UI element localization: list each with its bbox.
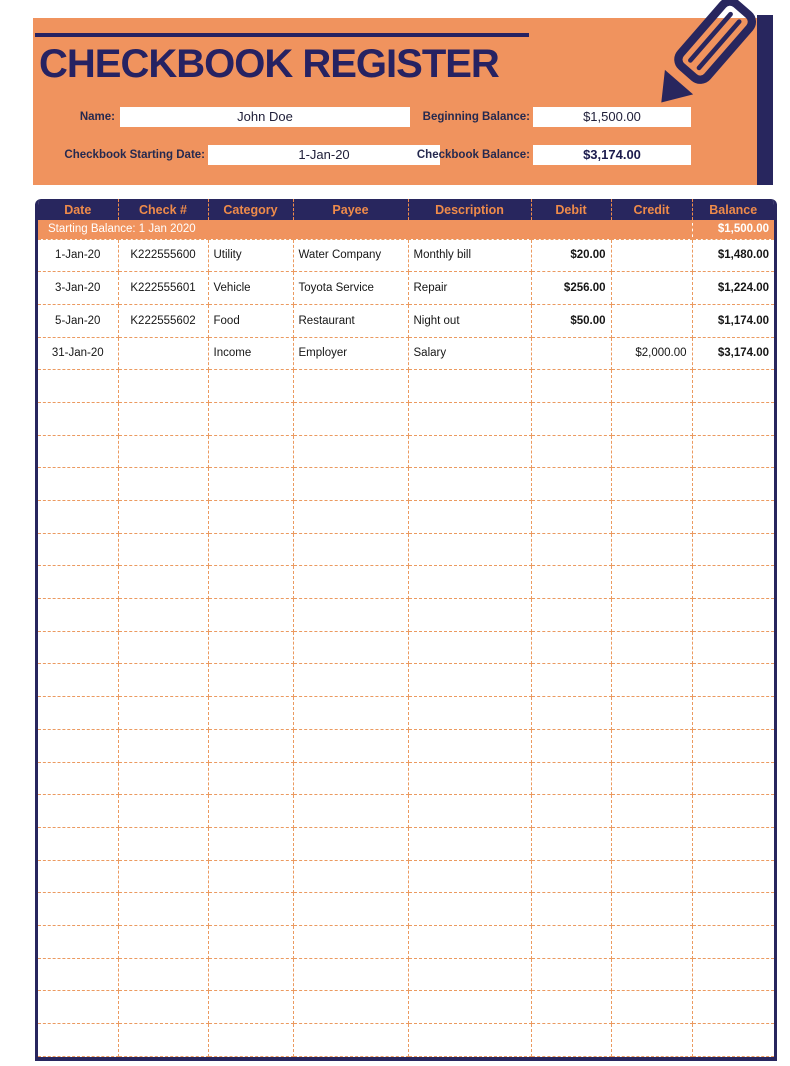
empty-cell[interactable] bbox=[293, 697, 408, 730]
empty-cell[interactable] bbox=[611, 566, 692, 599]
empty-cell[interactable] bbox=[408, 860, 531, 893]
empty-cell[interactable] bbox=[118, 697, 208, 730]
empty-cell[interactable] bbox=[208, 762, 293, 795]
empty-cell[interactable] bbox=[531, 991, 611, 1024]
empty-cell[interactable] bbox=[531, 762, 611, 795]
empty-cell[interactable] bbox=[118, 370, 208, 403]
empty-cell[interactable] bbox=[118, 1024, 208, 1057]
cell-credit[interactable] bbox=[611, 239, 692, 272]
cell-balance[interactable]: $3,174.00 bbox=[692, 337, 774, 370]
cell-check[interactable]: K222555602 bbox=[118, 304, 208, 337]
empty-row bbox=[38, 631, 774, 664]
empty-row bbox=[38, 925, 774, 958]
empty-cell[interactable] bbox=[208, 468, 293, 501]
empty-cell[interactable] bbox=[208, 1024, 293, 1057]
empty-cell[interactable] bbox=[38, 370, 118, 403]
cell-check[interactable]: K222555600 bbox=[118, 239, 208, 272]
empty-row bbox=[38, 860, 774, 893]
empty-cell[interactable] bbox=[408, 991, 531, 1024]
empty-cell[interactable] bbox=[692, 664, 774, 697]
empty-cell[interactable] bbox=[531, 468, 611, 501]
empty-cell[interactable] bbox=[611, 435, 692, 468]
cell-payee[interactable]: Toyota Service bbox=[293, 272, 408, 305]
empty-cell[interactable] bbox=[408, 402, 531, 435]
empty-cell[interactable] bbox=[692, 925, 774, 958]
empty-cell[interactable] bbox=[38, 435, 118, 468]
table-row bbox=[38, 304, 774, 337]
register-table bbox=[38, 199, 774, 1057]
cell-payee[interactable]: Water Company bbox=[293, 239, 408, 272]
empty-cell[interactable] bbox=[38, 468, 118, 501]
cell-date[interactable]: 1-Jan-20 bbox=[38, 239, 118, 272]
empty-cell[interactable] bbox=[692, 958, 774, 991]
empty-cell[interactable] bbox=[692, 370, 774, 403]
empty-cell[interactable] bbox=[408, 729, 531, 762]
empty-cell[interactable] bbox=[531, 566, 611, 599]
empty-cell[interactable] bbox=[531, 697, 611, 730]
beginning-balance-label: Beginning Balance: bbox=[422, 111, 530, 123]
empty-cell[interactable] bbox=[611, 860, 692, 893]
empty-cell[interactable] bbox=[38, 501, 118, 534]
cell-debit[interactable]: $256.00 bbox=[531, 272, 611, 305]
cell-description[interactable]: Salary bbox=[408, 337, 531, 370]
cell-date[interactable]: 3-Jan-20 bbox=[38, 272, 118, 305]
empty-cell[interactable] bbox=[611, 402, 692, 435]
empty-cell[interactable] bbox=[293, 795, 408, 828]
empty-cell[interactable] bbox=[38, 729, 118, 762]
empty-cell[interactable] bbox=[408, 566, 531, 599]
name-label: Name: bbox=[79, 111, 115, 123]
empty-cell[interactable] bbox=[118, 566, 208, 599]
empty-row bbox=[38, 795, 774, 828]
cell-credit[interactable]: $2,000.00 bbox=[611, 337, 692, 370]
empty-row bbox=[38, 729, 774, 762]
empty-cell[interactable] bbox=[118, 664, 208, 697]
empty-cell[interactable] bbox=[692, 468, 774, 501]
empty-cell[interactable] bbox=[38, 697, 118, 730]
cell-category[interactable]: Income bbox=[208, 337, 293, 370]
col-header-credit: Credit bbox=[611, 199, 692, 220]
col-header-category: Category bbox=[208, 199, 293, 220]
empty-cell[interactable] bbox=[38, 827, 118, 860]
empty-cell[interactable] bbox=[531, 827, 611, 860]
banner-side-bar bbox=[757, 15, 773, 185]
empty-cell[interactable] bbox=[118, 827, 208, 860]
empty-cell[interactable] bbox=[531, 1024, 611, 1057]
empty-cell[interactable] bbox=[293, 827, 408, 860]
cell-date[interactable]: 31-Jan-20 bbox=[38, 337, 118, 370]
empty-cell[interactable] bbox=[118, 729, 208, 762]
empty-cell[interactable] bbox=[293, 533, 408, 566]
checkbook-balance-field[interactable]: $3,174.00 bbox=[533, 145, 691, 165]
empty-cell[interactable] bbox=[118, 402, 208, 435]
cell-payee[interactable]: Employer bbox=[293, 337, 408, 370]
empty-row bbox=[38, 991, 774, 1024]
empty-cell[interactable] bbox=[293, 631, 408, 664]
beginning-balance-field[interactable]: $1,500.00 bbox=[533, 107, 691, 127]
empty-row bbox=[38, 501, 774, 534]
empty-row bbox=[38, 370, 774, 403]
empty-cell[interactable] bbox=[118, 762, 208, 795]
cell-balance[interactable]: $1,174.00 bbox=[692, 304, 774, 337]
empty-cell[interactable] bbox=[118, 795, 208, 828]
empty-cell[interactable] bbox=[692, 631, 774, 664]
empty-cell[interactable] bbox=[692, 795, 774, 828]
empty-cell[interactable] bbox=[118, 893, 208, 926]
empty-cell[interactable] bbox=[531, 533, 611, 566]
empty-cell[interactable] bbox=[408, 631, 531, 664]
empty-cell[interactable] bbox=[293, 729, 408, 762]
empty-cell[interactable] bbox=[118, 468, 208, 501]
empty-cell[interactable] bbox=[118, 435, 208, 468]
empty-cell[interactable] bbox=[38, 664, 118, 697]
empty-cell[interactable] bbox=[38, 1024, 118, 1057]
empty-row bbox=[38, 435, 774, 468]
empty-cell[interactable] bbox=[38, 860, 118, 893]
empty-cell[interactable] bbox=[293, 762, 408, 795]
empty-cell[interactable] bbox=[611, 827, 692, 860]
empty-row bbox=[38, 1024, 774, 1057]
empty-cell[interactable] bbox=[118, 631, 208, 664]
cell-date[interactable]: 5-Jan-20 bbox=[38, 304, 118, 337]
empty-cell[interactable] bbox=[293, 599, 408, 632]
empty-cell[interactable] bbox=[531, 958, 611, 991]
empty-row bbox=[38, 533, 774, 566]
empty-cell[interactable] bbox=[38, 566, 118, 599]
cell-description[interactable]: Night out bbox=[408, 304, 531, 337]
title-rule bbox=[35, 33, 529, 37]
empty-row bbox=[38, 762, 774, 795]
starting-balance-value: $1,500.00 bbox=[692, 220, 774, 239]
empty-cell[interactable] bbox=[208, 991, 293, 1024]
col-header-payee: Payee bbox=[293, 199, 408, 220]
empty-row bbox=[38, 402, 774, 435]
empty-cell[interactable] bbox=[692, 402, 774, 435]
empty-cell[interactable] bbox=[611, 1024, 692, 1057]
cell-description[interactable]: Repair bbox=[408, 272, 531, 305]
table-header-row bbox=[38, 199, 774, 220]
empty-cell[interactable] bbox=[611, 664, 692, 697]
cell-debit[interactable] bbox=[531, 337, 611, 370]
empty-cell[interactable] bbox=[692, 893, 774, 926]
empty-cell[interactable] bbox=[692, 991, 774, 1024]
empty-cell[interactable] bbox=[692, 827, 774, 860]
cell-credit[interactable] bbox=[611, 272, 692, 305]
empty-cell[interactable] bbox=[208, 664, 293, 697]
empty-cell[interactable] bbox=[293, 958, 408, 991]
empty-cell[interactable] bbox=[408, 468, 531, 501]
empty-row bbox=[38, 664, 774, 697]
empty-cell[interactable] bbox=[408, 664, 531, 697]
empty-cell[interactable] bbox=[611, 958, 692, 991]
empty-row bbox=[38, 893, 774, 926]
empty-cell[interactable] bbox=[208, 827, 293, 860]
empty-cell[interactable] bbox=[692, 1024, 774, 1057]
name-field[interactable]: John Doe bbox=[120, 107, 410, 127]
empty-cell[interactable] bbox=[692, 566, 774, 599]
empty-cell[interactable] bbox=[692, 599, 774, 632]
empty-row bbox=[38, 827, 774, 860]
empty-cell[interactable] bbox=[611, 795, 692, 828]
empty-cell[interactable] bbox=[38, 631, 118, 664]
empty-cell[interactable] bbox=[531, 435, 611, 468]
register-table-container bbox=[35, 199, 777, 1061]
header-banner bbox=[33, 18, 757, 185]
empty-cell[interactable] bbox=[293, 893, 408, 926]
empty-cell[interactable] bbox=[38, 402, 118, 435]
empty-cell[interactable] bbox=[531, 599, 611, 632]
col-header-check: Check # bbox=[118, 199, 208, 220]
empty-cell[interactable] bbox=[408, 958, 531, 991]
empty-cell[interactable] bbox=[408, 762, 531, 795]
empty-cell[interactable] bbox=[118, 860, 208, 893]
empty-cell[interactable] bbox=[611, 893, 692, 926]
empty-cell[interactable] bbox=[118, 533, 208, 566]
empty-row bbox=[38, 599, 774, 632]
empty-cell[interactable] bbox=[692, 533, 774, 566]
empty-cell[interactable] bbox=[692, 697, 774, 730]
empty-cell[interactable] bbox=[38, 893, 118, 926]
empty-cell[interactable] bbox=[208, 533, 293, 566]
empty-cell[interactable] bbox=[692, 501, 774, 534]
empty-cell[interactable] bbox=[611, 631, 692, 664]
empty-cell[interactable] bbox=[208, 599, 293, 632]
empty-cell[interactable] bbox=[408, 827, 531, 860]
cell-category[interactable]: Utility bbox=[208, 239, 293, 272]
empty-cell[interactable] bbox=[208, 566, 293, 599]
cell-balance[interactable]: $1,224.00 bbox=[692, 272, 774, 305]
empty-cell[interactable] bbox=[611, 729, 692, 762]
empty-cell[interactable] bbox=[118, 925, 208, 958]
empty-cell[interactable] bbox=[408, 795, 531, 828]
starting-balance-label: Starting Balance: 1 Jan 2020 bbox=[38, 220, 692, 239]
empty-cell[interactable] bbox=[408, 435, 531, 468]
empty-cell[interactable] bbox=[611, 370, 692, 403]
table-row bbox=[38, 239, 774, 272]
empty-cell[interactable] bbox=[408, 501, 531, 534]
empty-cell[interactable] bbox=[531, 501, 611, 534]
empty-row bbox=[38, 958, 774, 991]
empty-cell[interactable] bbox=[208, 893, 293, 926]
empty-cell[interactable] bbox=[692, 435, 774, 468]
empty-row bbox=[38, 697, 774, 730]
empty-cell[interactable] bbox=[208, 958, 293, 991]
col-header-debit: Debit bbox=[531, 199, 611, 220]
empty-cell[interactable] bbox=[531, 925, 611, 958]
empty-cell[interactable] bbox=[38, 762, 118, 795]
empty-cell[interactable] bbox=[408, 533, 531, 566]
empty-cell[interactable] bbox=[611, 468, 692, 501]
empty-cell[interactable] bbox=[531, 664, 611, 697]
empty-cell[interactable] bbox=[611, 533, 692, 566]
table-row bbox=[38, 272, 774, 305]
empty-cell[interactable] bbox=[692, 762, 774, 795]
empty-cell[interactable] bbox=[118, 958, 208, 991]
empty-cell[interactable] bbox=[208, 925, 293, 958]
empty-cell[interactable] bbox=[531, 370, 611, 403]
empty-cell[interactable] bbox=[208, 795, 293, 828]
empty-cell[interactable] bbox=[293, 435, 408, 468]
empty-cell[interactable] bbox=[208, 697, 293, 730]
empty-cell[interactable] bbox=[408, 599, 531, 632]
cell-check[interactable] bbox=[118, 337, 208, 370]
empty-cell[interactable] bbox=[118, 991, 208, 1024]
empty-cell[interactable] bbox=[208, 370, 293, 403]
checkbook-balance-label: Checkbook Balance: bbox=[416, 149, 530, 161]
cell-debit[interactable]: $50.00 bbox=[531, 304, 611, 337]
empty-cell[interactable] bbox=[38, 795, 118, 828]
col-header-balance: Balance bbox=[692, 199, 774, 220]
empty-cell[interactable] bbox=[208, 860, 293, 893]
starting-date-field[interactable]: 1-Jan-20 bbox=[208, 145, 440, 165]
empty-cell[interactable] bbox=[408, 1024, 531, 1057]
empty-cell[interactable] bbox=[293, 991, 408, 1024]
empty-cell[interactable] bbox=[208, 435, 293, 468]
empty-cell[interactable] bbox=[293, 468, 408, 501]
empty-cell[interactable] bbox=[38, 991, 118, 1024]
empty-row bbox=[38, 566, 774, 599]
empty-cell[interactable] bbox=[611, 697, 692, 730]
empty-cell[interactable] bbox=[531, 729, 611, 762]
empty-row bbox=[38, 468, 774, 501]
empty-cell[interactable] bbox=[293, 566, 408, 599]
empty-cell[interactable] bbox=[293, 925, 408, 958]
empty-cell[interactable] bbox=[38, 925, 118, 958]
empty-cell[interactable] bbox=[118, 501, 208, 534]
empty-cell[interactable] bbox=[208, 402, 293, 435]
empty-cell[interactable] bbox=[293, 402, 408, 435]
table-row bbox=[38, 337, 774, 370]
empty-cell[interactable] bbox=[408, 370, 531, 403]
empty-cell[interactable] bbox=[692, 729, 774, 762]
empty-cell[interactable] bbox=[208, 729, 293, 762]
empty-cell[interactable] bbox=[38, 958, 118, 991]
empty-cell[interactable] bbox=[611, 762, 692, 795]
cell-description[interactable]: Monthly bill bbox=[408, 239, 531, 272]
cell-debit[interactable]: $20.00 bbox=[531, 239, 611, 272]
cell-payee[interactable]: Restaurant bbox=[293, 304, 408, 337]
empty-cell[interactable] bbox=[293, 860, 408, 893]
empty-cell[interactable] bbox=[611, 599, 692, 632]
cell-category[interactable]: Vehicle bbox=[208, 272, 293, 305]
col-header-date: Date bbox=[38, 199, 118, 220]
empty-cell[interactable] bbox=[531, 893, 611, 926]
cell-credit[interactable] bbox=[611, 304, 692, 337]
empty-cell[interactable] bbox=[118, 599, 208, 632]
empty-cell[interactable] bbox=[38, 599, 118, 632]
empty-cell[interactable] bbox=[408, 893, 531, 926]
empty-cell[interactable] bbox=[692, 860, 774, 893]
empty-cell[interactable] bbox=[408, 925, 531, 958]
empty-cell[interactable] bbox=[293, 1024, 408, 1057]
empty-cell[interactable] bbox=[293, 664, 408, 697]
starting-date-label: Checkbook Starting Date: bbox=[64, 149, 205, 161]
empty-cell[interactable] bbox=[408, 697, 531, 730]
empty-cell[interactable] bbox=[293, 501, 408, 534]
empty-cell[interactable] bbox=[531, 631, 611, 664]
empty-cell[interactable] bbox=[293, 370, 408, 403]
page-title: CHECKBOOK REGISTER bbox=[39, 42, 499, 86]
empty-cell[interactable] bbox=[531, 860, 611, 893]
empty-cell[interactable] bbox=[531, 402, 611, 435]
col-header-description: Description bbox=[408, 199, 531, 220]
empty-cell[interactable] bbox=[208, 501, 293, 534]
cell-balance[interactable]: $1,480.00 bbox=[692, 239, 774, 272]
cell-category[interactable]: Food bbox=[208, 304, 293, 337]
empty-cell[interactable] bbox=[208, 631, 293, 664]
empty-cell[interactable] bbox=[531, 795, 611, 828]
empty-cell[interactable] bbox=[38, 533, 118, 566]
empty-cell[interactable] bbox=[611, 925, 692, 958]
empty-cell[interactable] bbox=[611, 991, 692, 1024]
starting-balance-row bbox=[38, 220, 774, 239]
cell-check[interactable]: K222555601 bbox=[118, 272, 208, 305]
empty-cell[interactable] bbox=[611, 501, 692, 534]
